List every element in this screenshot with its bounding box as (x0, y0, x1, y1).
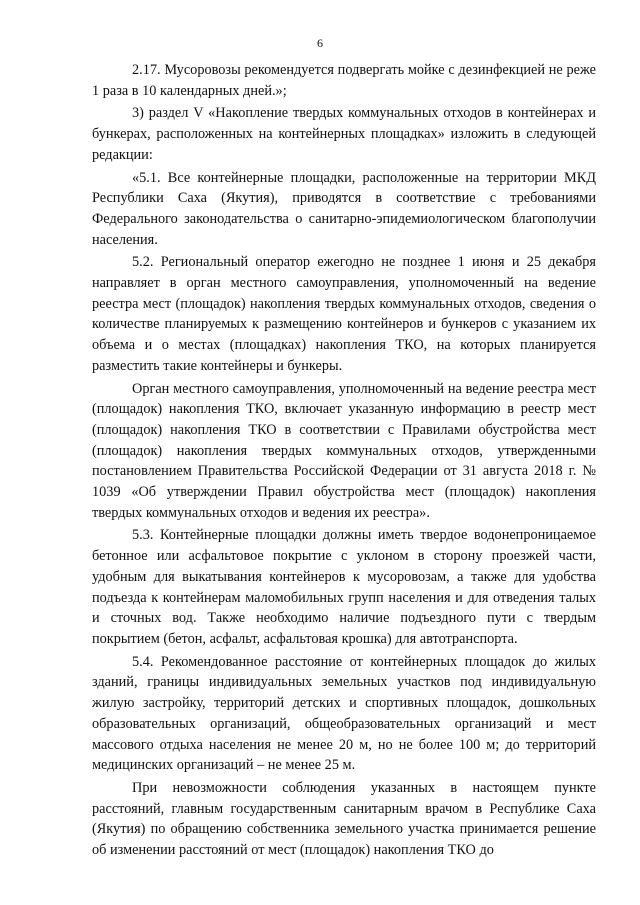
paragraph-5-3: 5.3. Контейнерные площадки должны иметь твердое водонепроницаемое бетонное или асфальтовое покрытие с уклоном в сторону проезжей части, удобным для выкатывания контейнеров к мусоровозам, а также для удобства подъезда к контейнерам маломобильных групп населения и для отведения талых и сточных вод. Также необходимо наличие подъездного пути с твердым покрытием (бетон, асфальт, асфальтовая крошка) для автотранспорта. (92, 527, 596, 647)
document-body (92, 60, 596, 863)
page-number: 6 (317, 36, 323, 50)
paragraph-5-4: 5.4. Рекомендованное расстояние от контейнерных площадок до жилых зданий, границы индивидуальных земельных участков под индивидуальную жилую застройку, территорий детских и спортивных площадок, дошкольных образовательных организаций, общеобразовательных организаций и мест массового отдыха населения не менее 20 м, но не более 100 м; до территорий медицинских организаций – не менее 25 м. (92, 653, 596, 774)
paragraph-distance-exception: При невозможности соблюдения указанных в настоящем пункте расстояний, главным государственным санитарным врачом в Республике Саха (Якутия) по обращению собственника земельного участка принимается решение об изменении расстояний от мест (площадок) накопления ТКО до (92, 779, 596, 859)
paragraph-5-1: «5.1. Все контейнерные площадки, расположенные на территории МКД Республики Саха (Якутия), приводятся в соответствие с требованиями Федерального законодательства о санитарно-эпидемиологическом благополучии населения. (92, 169, 596, 248)
paragraph-5-2: 5.2. Региональный оператор ежегодно не позднее 1 июня и 25 декабря направляет в орган местного самоуправления, уполномоченный на ведение реестра мест (площадок) накопления твердых коммунальных отходов, сведения о количестве планируемых к размещению контейнеров и бункеров с указанием их объема и о местах (площадках) накопления ТКО, на которых планируется разместить такие контейнеры и бункеры. (92, 254, 596, 374)
paragraph-registry: Орган местного самоуправления, уполномоченный на ведение реестра мест (площадок) накопления ТКО, включает указанную информацию в реестр мест (площадок) накопления ТКО в соответствии с Правилами обустройства мест (площадок) накопления твердых коммунальных отходов, утвержденными постановлением Правительства Российской Федерации от 31 августа 2018 г. № 1039 «Об утверждении Правил обустройства мест (площадок) накопления твердых коммунальных отходов и ведения их реестра». (92, 380, 596, 521)
paragraph-section-v-intro: 3) раздел V «Накопление твердых коммунальных отходов в контейнерах и бункерах, расположенных на контейнерных площадках» изложить в следующей редакции: (92, 105, 596, 163)
paragraph-2-17: 2.17. Мусоровозы рекомендуется подвергать мойке с дезинфекцией не реже 1 раза в 10 календарных дней.»; (92, 62, 596, 99)
